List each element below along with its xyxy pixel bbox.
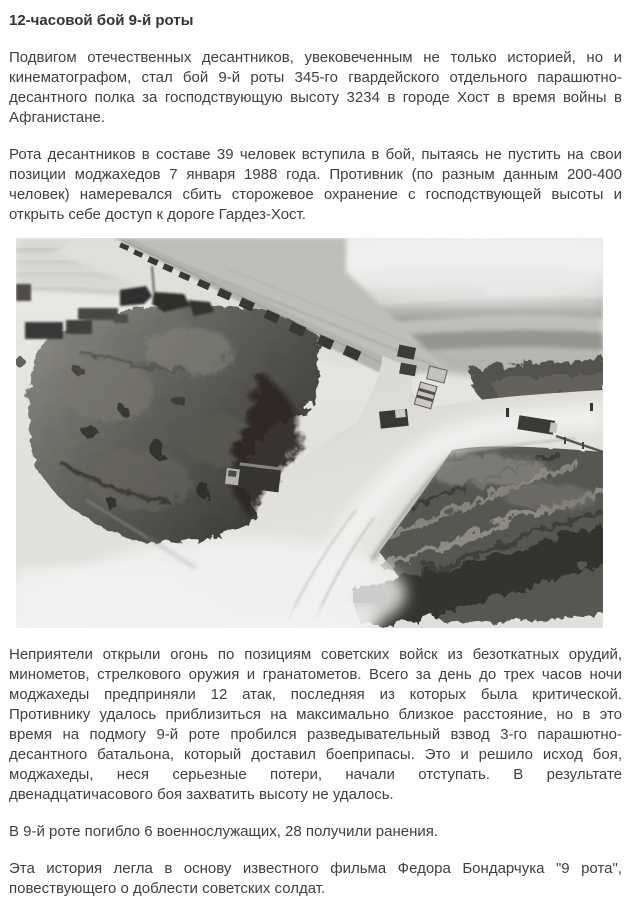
article	[9, 11, 622, 899]
article-paragraph-3: Неприятели открыли огонь по позициям советских войск из безоткатных орудий, минометов, стрелкового оружия и гранатометов. Всего за день до трех часов ночи моджахеды предприняли 12 атак, последняя из которых была критической. Противнику удалось приблизиться на максимально близкое расстояние, но в это время на подмогу 9-й роте пробился разведывательный взвод 3-го парашютно-десантного батальона, который доставил боеприпасы. Это и решило исход боя, моджахеды, неся серьезные потери, начали отступать. В результате двенадцатичасового боя захватить высоту не удалось.	[9, 646, 622, 803]
article-paragraph-5: Эта история легла в основу известного фильма Федора Бондарчука "9 рота", повествующего о доблести советских солдат.	[9, 860, 622, 897]
article-title: 12-часовой бой 9-й роты	[9, 12, 194, 29]
article-paragraph-4: В 9-й роте погибло 6 военнослужащих, 28 получили ранения.	[9, 823, 439, 840]
article-paragraph-2: Рота десантников в составе 39 человек вступила в бой, пытаясь не пустить на свои позиции моджахедов 7 января 1988 года. Противник (по разным данным 200-400 человек) намеревался сбить сторожевое охранение с господствующей высоты и открыть себе доступ к дороге Гардез-Хост.	[9, 146, 622, 223]
convoy-road-photo-image	[16, 238, 603, 628]
article-paragraph-1: Подвигом отечественных десантников, увековеченным не только историей, но и кинематографом, стал бой 9-й роты 345-го гвардейского отдельного парашютно-десантного полка за господствующую высоту 3234 в городе Хост в время войны в Афганистане.	[9, 49, 622, 126]
article-photo	[16, 238, 603, 628]
